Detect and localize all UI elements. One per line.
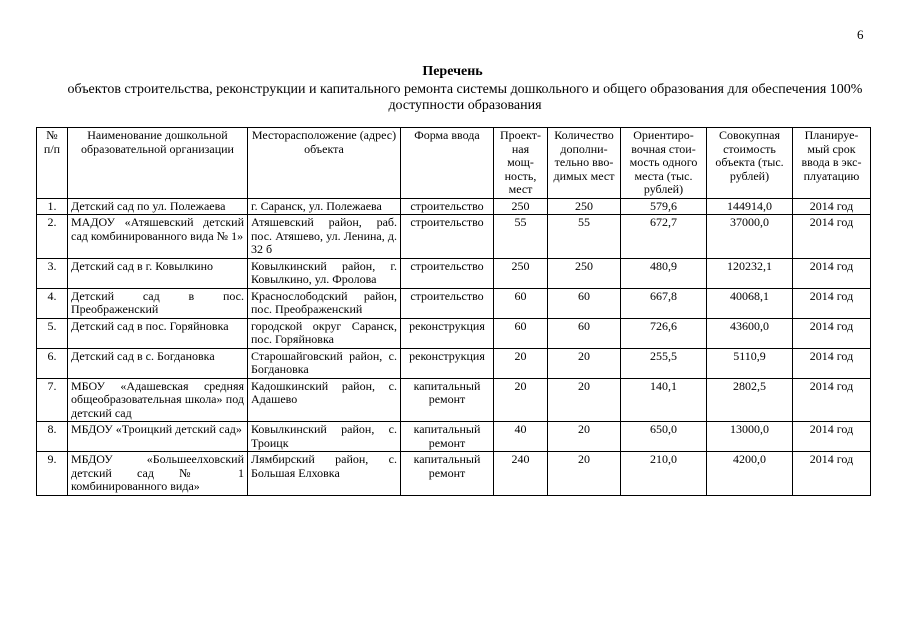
entry-form-cell: капитальный ремонт bbox=[401, 422, 494, 452]
header-cell: Проект-ная мощ-ность, мест bbox=[494, 128, 548, 199]
capacity-cell: 60 bbox=[494, 288, 548, 318]
commission-term-cell: 2014 год bbox=[793, 378, 871, 422]
total-cost-cell: 13000,0 bbox=[707, 422, 793, 452]
capacity-cell: 20 bbox=[494, 378, 548, 422]
added-places-cell: 20 bbox=[548, 348, 621, 378]
entry-form-cell: капитальный ремонт bbox=[401, 378, 494, 422]
entry-form-cell: реконструкция bbox=[401, 348, 494, 378]
objects-table bbox=[36, 127, 871, 496]
capacity-cell: 250 bbox=[494, 258, 548, 288]
org-name-cell: Детский сад в г. Ковылкино bbox=[68, 258, 248, 288]
total-cost-cell: 37000,0 bbox=[707, 215, 793, 259]
row-number-cell: 4. bbox=[37, 288, 68, 318]
address-cell: Лямбирский район, с. Большая Елховка bbox=[248, 452, 401, 496]
header-cell: Наименование дошкольной образовательной организации bbox=[68, 128, 248, 199]
row-number-cell: 5. bbox=[37, 318, 68, 348]
cost-per-place-cell: 210,0 bbox=[621, 452, 707, 496]
row-number-cell: 2. bbox=[37, 215, 68, 259]
total-cost-cell: 2802,5 bbox=[707, 378, 793, 422]
org-name-cell: МБОУ «Адашевская средняя общеобразовательная школа» под детский сад bbox=[68, 378, 248, 422]
header-cell: Ориентиро-вочная стои-мость одного места (тыс. рублей) bbox=[621, 128, 707, 199]
added-places-cell: 20 bbox=[548, 452, 621, 496]
commission-term-cell: 2014 год bbox=[793, 288, 871, 318]
capacity-cell: 60 bbox=[494, 318, 548, 348]
address-cell: Атяшевский район, раб. пос. Атяшево, ул. Ленина, д. 32 б bbox=[248, 215, 401, 259]
commission-term-cell: 2014 год bbox=[793, 215, 871, 259]
commission-term-cell: 2014 год bbox=[793, 452, 871, 496]
org-name-cell: Детский сад в пос. Преображенский bbox=[68, 288, 248, 318]
added-places-cell: 55 bbox=[548, 215, 621, 259]
total-cost-cell: 5110,9 bbox=[707, 348, 793, 378]
added-places-cell: 60 bbox=[548, 318, 621, 348]
table-row bbox=[37, 215, 871, 259]
cost-per-place-cell: 650,0 bbox=[621, 422, 707, 452]
table-row bbox=[37, 318, 871, 348]
added-places-cell: 250 bbox=[548, 198, 621, 215]
row-number-cell: 1. bbox=[37, 198, 68, 215]
commission-term-cell: 2014 год bbox=[793, 318, 871, 348]
added-places-cell: 20 bbox=[548, 422, 621, 452]
org-name-cell: МБДОУ «Большеелховский детский сад № 1 комбинированного вида» bbox=[68, 452, 248, 496]
capacity-cell: 240 bbox=[494, 452, 548, 496]
table-header-row bbox=[37, 128, 871, 199]
document-subtitle: объектов строительства, реконструкции и капитального ремонта системы дошкольного и общего образования для обеспечения 100% доступности образования bbox=[67, 82, 863, 113]
table-row bbox=[37, 422, 871, 452]
row-number-cell: 3. bbox=[37, 258, 68, 288]
org-name-cell: МБДОУ «Троицкий детский сад» bbox=[68, 422, 248, 452]
page-number: 6 bbox=[857, 27, 864, 42]
org-name-cell: Детский сад в пос. Горяйновка bbox=[68, 318, 248, 348]
total-cost-cell: 40068,1 bbox=[707, 288, 793, 318]
cost-per-place-cell: 480,9 bbox=[621, 258, 707, 288]
address-cell: Кадошкинский район, с. Адашево bbox=[248, 378, 401, 422]
table-row bbox=[37, 348, 871, 378]
table-row bbox=[37, 258, 871, 288]
capacity-cell: 250 bbox=[494, 198, 548, 215]
row-number-cell: 9. bbox=[37, 452, 68, 496]
org-name-cell: Детский сад по ул. Полежаева bbox=[68, 198, 248, 215]
address-cell: городской округ Саранск, пос. Горяйновка bbox=[248, 318, 401, 348]
capacity-cell: 20 bbox=[494, 348, 548, 378]
total-cost-cell: 43600,0 bbox=[707, 318, 793, 348]
cost-per-place-cell: 667,8 bbox=[621, 288, 707, 318]
address-cell: Старошайговский район, с. Богдановка bbox=[248, 348, 401, 378]
address-cell: Ковылкинский район, г. Ковылкино, ул. Фролова bbox=[248, 258, 401, 288]
entry-form-cell: капитальный ремонт bbox=[401, 452, 494, 496]
added-places-cell: 250 bbox=[548, 258, 621, 288]
header-cell: Планируе-мый срок ввода в экс-плуатацию bbox=[793, 128, 871, 199]
row-number-cell: 8. bbox=[37, 422, 68, 452]
header-cell: Количество дополни-тельно вво-димых мест bbox=[548, 128, 621, 199]
row-number-cell: 6. bbox=[37, 348, 68, 378]
added-places-cell: 20 bbox=[548, 378, 621, 422]
header-cell: Совокупная стоимость объекта (тыс. рублей) bbox=[707, 128, 793, 199]
entry-form-cell: строительство bbox=[401, 198, 494, 215]
commission-term-cell: 2014 год bbox=[793, 422, 871, 452]
entry-form-cell: строительство bbox=[401, 258, 494, 288]
entry-form-cell: реконструкция bbox=[401, 318, 494, 348]
commission-term-cell: 2014 год bbox=[793, 258, 871, 288]
row-number-cell: 7. bbox=[37, 378, 68, 422]
address-cell: Ковылкинский район, с. Троицк bbox=[248, 422, 401, 452]
cost-per-place-cell: 726,6 bbox=[621, 318, 707, 348]
total-cost-cell: 4200,0 bbox=[707, 452, 793, 496]
capacity-cell: 40 bbox=[494, 422, 548, 452]
table-row bbox=[37, 288, 871, 318]
cost-per-place-cell: 579,6 bbox=[621, 198, 707, 215]
table-row bbox=[37, 198, 871, 215]
address-cell: Краснослободский район, пос. Преображенский bbox=[248, 288, 401, 318]
total-cost-cell: 144914,0 bbox=[707, 198, 793, 215]
table-row bbox=[37, 452, 871, 496]
header-cell: Форма ввода bbox=[401, 128, 494, 199]
cost-per-place-cell: 672,7 bbox=[621, 215, 707, 259]
document-title: Перечень bbox=[422, 64, 483, 79]
entry-form-cell: строительство bbox=[401, 215, 494, 259]
commission-term-cell: 2014 год bbox=[793, 198, 871, 215]
cost-per-place-cell: 255,5 bbox=[621, 348, 707, 378]
header-cell: № п/п bbox=[37, 128, 68, 199]
cost-per-place-cell: 140,1 bbox=[621, 378, 707, 422]
org-name-cell: Детский сад в с. Богдановка bbox=[68, 348, 248, 378]
header-cell: Месторасположение (адрес) объекта bbox=[248, 128, 401, 199]
entry-form-cell: строительство bbox=[401, 288, 494, 318]
total-cost-cell: 120232,1 bbox=[707, 258, 793, 288]
org-name-cell: МАДОУ «Атяшевский детский сад комбинированного вида № 1» bbox=[68, 215, 248, 259]
commission-term-cell: 2014 год bbox=[793, 348, 871, 378]
table-row bbox=[37, 378, 871, 422]
address-cell: г. Саранск, ул. Полежаева bbox=[248, 198, 401, 215]
added-places-cell: 60 bbox=[548, 288, 621, 318]
capacity-cell: 55 bbox=[494, 215, 548, 259]
